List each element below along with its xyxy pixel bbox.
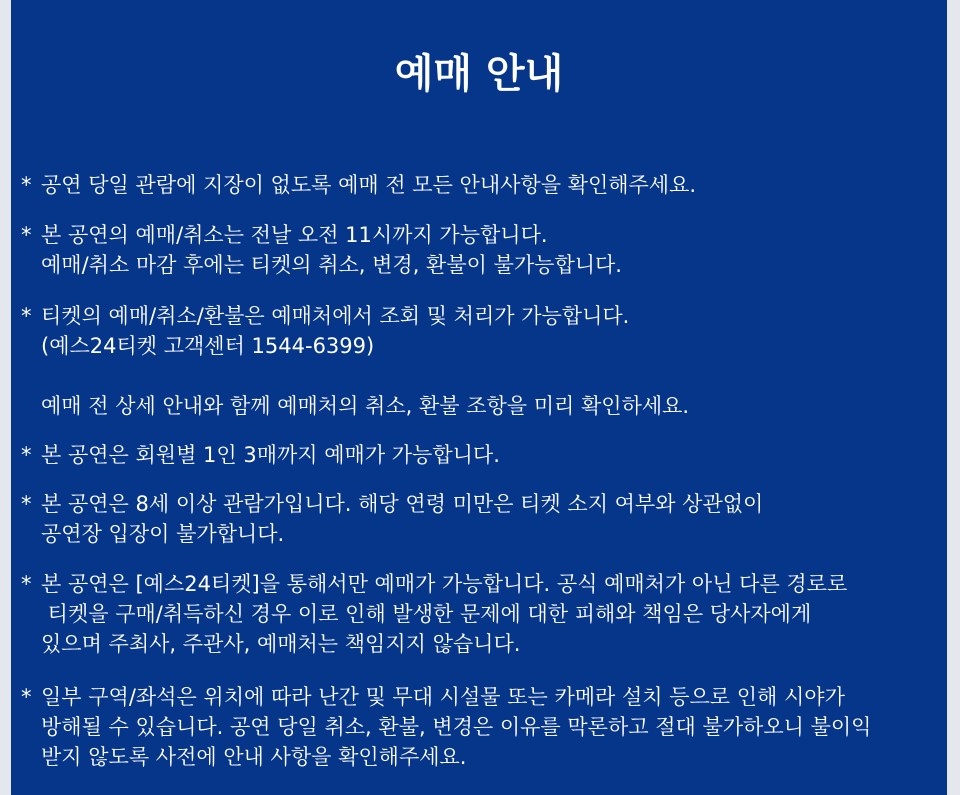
notice-line: 있으며 주최사, 주관사, 예매처는 책임지지 않습니다. xyxy=(41,632,521,656)
bullet-asterisk: * xyxy=(21,572,32,596)
bullet-asterisk: * xyxy=(21,173,32,197)
notice-line: 본 공연의 예매/취소는 전날 오전 11시까지 가능합니다. xyxy=(41,223,548,247)
notice-line: 일부 구역/좌석은 위치에 따라 난간 및 무대 시설물 또는 카메라 설치 등으로 인해 시야가 xyxy=(41,685,845,709)
notice-line: 공연장 입장이 불가합니다. xyxy=(41,522,285,546)
notice-item-age-limit xyxy=(21,489,763,549)
notice-line: 티켓을 구매/취득하신 경우 이로 인해 발생한 문제에 대한 피해와 책임은 당사자에게 xyxy=(41,602,812,626)
notice-line: 본 공연은 회원별 1인 3매까지 예매가 가능합니다. xyxy=(41,443,500,467)
notice-panel xyxy=(11,0,947,795)
bullet-asterisk: * xyxy=(21,492,32,516)
bullet-asterisk: * xyxy=(21,685,32,709)
notice-item-refund-inquiry xyxy=(21,301,689,421)
notice-line: 본 공연은 8세 이상 관람가입니다. 해당 연령 미만은 티켓 소지 여부와 상관없이 xyxy=(41,492,764,516)
notice-item-same-day xyxy=(21,170,696,200)
notice-line: 본 공연은 [예스24티켓]을 통해서만 예매가 가능합니다. 공식 예매처가 아닌 다른 경로로 xyxy=(41,572,848,596)
notice-item-seat-view xyxy=(21,682,871,772)
notice-line: 예매 전 상세 안내와 함께 예매처의 취소, 환불 조항을 미리 확인하세요. xyxy=(41,394,690,418)
notice-line: 공연 당일 관람에 지장이 없도록 예매 전 모든 안내사항을 확인해주세요. xyxy=(41,173,697,197)
customer-center-phone: (예스24티켓 고객센터 1544-6399) xyxy=(41,334,375,358)
notice-item-official-vendor xyxy=(21,569,847,659)
bullet-asterisk: * xyxy=(21,443,32,467)
notice-item-cancel-deadline xyxy=(21,220,622,280)
bullet-asterisk: * xyxy=(21,304,32,328)
notice-line: 예매/취소 마감 후에는 티켓의 취소, 변경, 환불이 불가능합니다. xyxy=(41,253,622,277)
notice-line: 티켓의 예매/취소/환불은 예매처에서 조회 및 처리가 가능합니다. xyxy=(41,304,630,328)
notice-item-ticket-limit xyxy=(21,440,500,470)
notice-line: 받지 않도록 사전에 안내 사항을 확인해주세요. xyxy=(41,745,467,769)
bullet-asterisk: * xyxy=(21,223,32,247)
page-title: 예매 안내 xyxy=(394,51,564,97)
notice-line: 방해될 수 있습니다. 공연 당일 취소, 환불, 변경은 이유를 막론하고 절대 불가하오니 불이익 xyxy=(41,715,872,739)
